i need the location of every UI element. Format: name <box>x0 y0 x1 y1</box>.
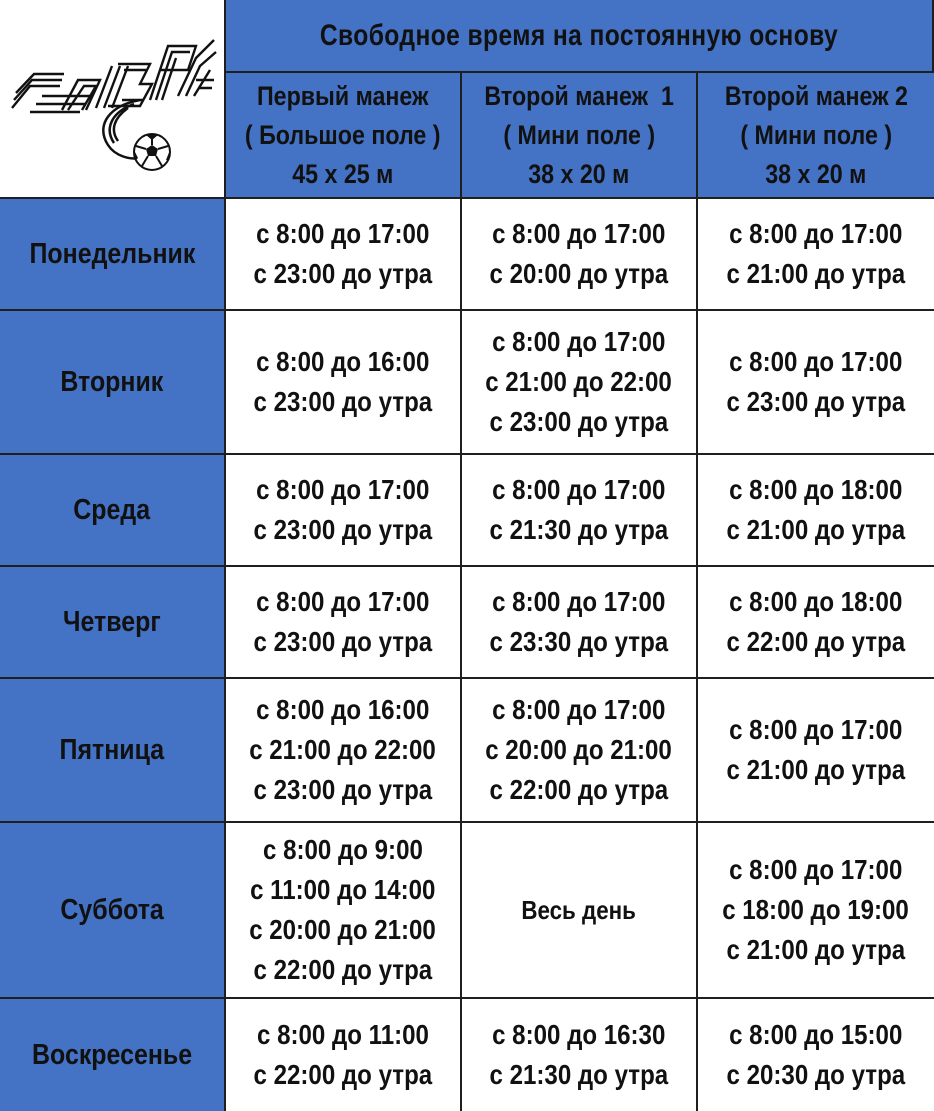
column-header-line: 38 х 20 м <box>528 158 630 189</box>
day-cell <box>0 199 226 311</box>
table-title-cell <box>226 0 934 73</box>
column-header-line: 45 х 25 м <box>292 158 394 189</box>
fizra-logo <box>0 0 226 199</box>
time-slot: с 21:30 до утра <box>489 1059 669 1090</box>
time-slot-cell <box>226 311 462 455</box>
time-slot: с 21:00 до 22:00 <box>485 366 673 397</box>
time-slot: с 21:00 до утра <box>726 934 906 965</box>
all-day-label: Весь день <box>521 894 637 925</box>
time-slot: с 23:00 до утра <box>253 626 433 657</box>
time-slot: с 8:00 до 17:00 <box>492 474 666 505</box>
time-slot: с 8:00 до 16:30 <box>492 1019 666 1050</box>
day-label: Среда <box>73 493 151 526</box>
time-slot: с 21:00 до утра <box>726 514 906 545</box>
column-header-arena-1 <box>226 73 462 199</box>
day-label: Воскресенье <box>31 1038 193 1071</box>
time-slot-cell <box>698 311 934 455</box>
time-slot: с 20:00 до 21:00 <box>485 734 673 765</box>
time-slot-cell <box>462 567 698 679</box>
time-slot-cell <box>698 567 934 679</box>
time-slot: с 23:00 до утра <box>489 406 669 437</box>
time-slot-cell <box>462 455 698 567</box>
time-slot: с 8:00 до 17:00 <box>492 218 666 249</box>
table-title: Свободное время на постоянную основу <box>319 18 839 52</box>
time-slot-cell <box>462 679 698 823</box>
time-slot-cell <box>462 823 698 999</box>
column-header-arena-2-1 <box>462 73 698 199</box>
fizra-logo-graphic <box>0 0 224 197</box>
time-slot: с 11:00 до 14:00 <box>250 874 436 905</box>
time-slot: с 8:00 до 17:00 <box>729 218 903 249</box>
time-slot-cell <box>226 999 462 1111</box>
column-header-line: Второй манеж 1 <box>484 80 674 111</box>
time-slot: с 18:00 до 19:00 <box>722 894 910 925</box>
time-slot-cell <box>462 311 698 455</box>
time-slot: с 8:00 до 17:00 <box>729 346 903 377</box>
time-slot: с 8:00 до 11:00 <box>257 1019 429 1050</box>
time-slot-cell <box>698 999 934 1111</box>
time-slot: с 20:00 до утра <box>489 258 669 289</box>
time-slot-cell <box>462 999 698 1111</box>
time-slot: с 23:00 до утра <box>253 774 433 805</box>
time-slot-cell <box>226 567 462 679</box>
time-slot: с 8:00 до 17:00 <box>729 854 903 885</box>
time-slot-cell <box>698 199 934 311</box>
time-slot: с 8:00 до 17:00 <box>256 586 430 617</box>
time-slot: с 22:00 до утра <box>253 1059 433 1090</box>
time-slot: с 8:00 до 16:00 <box>256 346 430 377</box>
time-slot: с 8:00 до 16:00 <box>256 694 430 725</box>
time-slot: с 23:00 до утра <box>726 386 906 417</box>
time-slot-cell <box>226 823 462 999</box>
time-slot: с 23:00 до утра <box>253 514 433 545</box>
time-slot: с 23:30 до утра <box>489 626 669 657</box>
time-slot: с 21:30 до утра <box>489 514 669 545</box>
time-slot: с 8:00 до 17:00 <box>256 218 430 249</box>
time-slot: с 22:00 до утра <box>253 954 433 985</box>
column-header-arena-2-2 <box>698 73 934 199</box>
time-slot: с 8:00 до 15:00 <box>729 1019 903 1050</box>
time-slot: с 22:00 до утра <box>726 626 906 657</box>
day-label: Понедельник <box>29 237 195 270</box>
day-cell <box>0 567 226 679</box>
time-slot-cell <box>462 199 698 311</box>
time-slot: с 21:00 до утра <box>726 754 906 785</box>
column-header-line: Первый манеж <box>257 80 429 111</box>
day-cell <box>0 311 226 455</box>
day-cell <box>0 679 226 823</box>
time-slot-cell <box>226 455 462 567</box>
time-slot: с 8:00 до 18:00 <box>729 586 903 617</box>
day-label: Пятница <box>59 733 165 766</box>
time-slot-cell <box>698 455 934 567</box>
time-slot: с 8:00 до 17:00 <box>256 474 430 505</box>
time-slot: с 20:30 до утра <box>726 1059 906 1090</box>
column-header-line: ( Большое поле ) <box>245 119 441 150</box>
column-header-line: 38 х 20 м <box>765 158 867 189</box>
time-slot: с 21:00 до 22:00 <box>249 734 437 765</box>
time-slot: с 22:00 до утра <box>489 774 669 805</box>
time-slot: с 23:00 до утра <box>253 386 433 417</box>
time-slot: с 20:00 до 21:00 <box>249 914 437 945</box>
time-slot: с 8:00 до 18:00 <box>729 474 903 505</box>
day-label: Четверг <box>63 605 161 638</box>
column-header-line: Второй манеж 2 <box>724 80 908 111</box>
time-slot-cell <box>226 199 462 311</box>
time-slot: с 8:00 до 17:00 <box>729 714 903 745</box>
time-slot-cell <box>698 679 934 823</box>
day-cell <box>0 999 226 1111</box>
time-slot: с 8:00 до 17:00 <box>492 586 666 617</box>
day-cell <box>0 455 226 567</box>
column-header-line: ( Мини поле ) <box>503 119 655 150</box>
day-label: Суббота <box>60 893 164 926</box>
time-slot: с 23:00 до утра <box>253 258 433 289</box>
time-slot: с 21:00 до утра <box>726 258 906 289</box>
time-slot: с 8:00 до 9:00 <box>263 834 423 865</box>
soccer-ball-icon <box>134 134 170 170</box>
time-slot-cell <box>698 823 934 999</box>
column-header-line: ( Мини поле ) <box>740 119 892 150</box>
day-label: Вторник <box>60 365 164 398</box>
time-slot-cell <box>226 679 462 823</box>
day-cell <box>0 823 226 999</box>
time-slot: с 8:00 до 17:00 <box>492 694 666 725</box>
time-slot: с 8:00 до 17:00 <box>492 326 666 357</box>
